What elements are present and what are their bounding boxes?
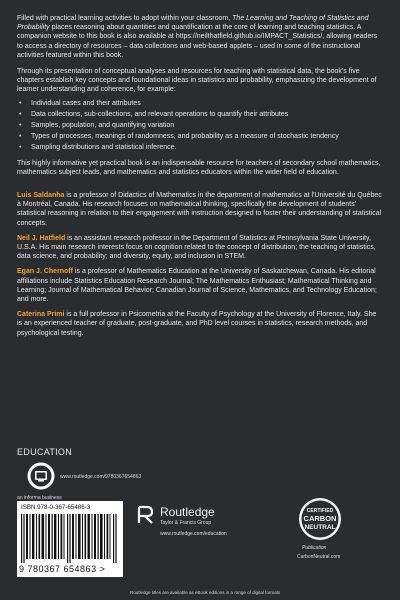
key-concepts-list bbox=[17, 99, 383, 153]
category-label: EDUCATION bbox=[17, 447, 73, 457]
neutral-label: NEUTRAL bbox=[304, 524, 336, 531]
description-text: Filled with practical learning activities to adopt within your classroom, bbox=[17, 15, 233, 22]
description-text: places reasoning about quantities and quantification at the core of learning and teaching statistics. A companion website to this book is also available at https://neilthatfield.github.io/IMPACT_Statistics/, allowing readers to access a directory of resources – data collections and web-based applets – used in some of the instructional activities featured within this book. bbox=[17, 24, 378, 59]
book-title-italic: The Learning and Teaching of Statistics and Probability bbox=[17, 15, 369, 32]
author-bio: Neil J. Hatfield is an assistant research professor in the Department of Statistics at Pennsylvania State University, U.S.A. His main research interests focus on cognition related to the concept of distribution; the teaching of statistics, data science, and probability; and diversity, equity, and inclusion in STEM. bbox=[17, 234, 376, 261]
support-material-icon bbox=[26, 461, 56, 491]
publisher-url[interactable]: www.routledge.com/education bbox=[160, 531, 227, 537]
author-name: Caterina Primi bbox=[17, 311, 65, 319]
carbon-neutral-url[interactable]: CarbonNeutral.com bbox=[297, 554, 341, 560]
barcode-number: 9 780367 654863 > bbox=[19, 564, 106, 574]
description-paragraph-2: Through its presentation of conceptual analyses and resources for teaching with statistical data, the book's five chapters establish key concepts and foundational ideas in statistics and probability, emphasizing the development of learner understanding and coherence, for example: bbox=[17, 68, 377, 94]
bullet: • bbox=[19, 110, 22, 118]
list-item: • Individual cases and their attributes bbox=[19, 99, 141, 107]
isbn-label: ISBN 978-0-367-65486-3 bbox=[21, 504, 91, 511]
author-name: Neil J. Hatfield bbox=[17, 234, 66, 242]
back-cover-text bbox=[17, 14, 383, 344]
list-item: • Types of processes, meanings of randomness, and probability as a measure of stochastic tendency bbox=[19, 133, 339, 141]
list-item: • Samples, population, and quantifying variation bbox=[19, 122, 175, 130]
support-material-url[interactable]: www.routledge.com/9780367654863 bbox=[60, 474, 142, 480]
description-paragraph-3: This highly informative yet practical book is an indispensable resource for teachers of secondary school mathematics, mathematics subject leads, and mathematics and statistics educators within the wider field of education. bbox=[17, 159, 381, 176]
list-item: • Data collections, sub-collections, and relevant operations to quantify their attributes bbox=[19, 110, 289, 118]
bullet: • bbox=[19, 99, 22, 107]
bullet: • bbox=[19, 122, 22, 130]
author-bio: Caterina Primi is a full professor in Psicometria at the Faculty of Psychology at the University of Florence, Italy. She is an experienced teacher of graduate, post-graduate, and PhD level courses in statistics, research methods, and psychological testing. bbox=[17, 311, 377, 337]
author-bio: Luis Saldanha is a professor of Didactics of Mathematics in the department of mathematics at l'Université du Québec à Montréal, Canada. His research focuses on mathematical thinking, specifically the development of students' statistical reasoning in relation to their engagement with instruction designed to foster their understanding of statistical concepts. bbox=[17, 192, 382, 227]
carbon-label: CARBON bbox=[303, 514, 337, 523]
list-item: • Sampling distributions and statistical inference. bbox=[19, 144, 177, 152]
author-name: Egan J. Chernoff bbox=[17, 268, 74, 276]
routledge-logo-icon bbox=[136, 505, 156, 525]
author-bio: Egan J. Chernoff is a professor of Mathematics Education at the University of Saskatchewan, Canada. His editorial affiliations include Statistics Education Research Journal; The Mathematics Enthusiast; Mathematical Thinking and Learning; Journal of Mathematical Behavior; Canadian Journal of Science, Mathematics, and Technology Education; and more. bbox=[17, 268, 377, 304]
description-paragraph-1 bbox=[17, 14, 383, 60]
carbon-publication-label: Publication bbox=[302, 545, 327, 551]
barcode-icon bbox=[21, 514, 119, 563]
isbn-barcode bbox=[17, 501, 123, 577]
bullet: • bbox=[19, 133, 22, 141]
publisher-group: Taylor & Francis Group bbox=[160, 520, 212, 526]
publisher-name: Routledge bbox=[160, 505, 215, 519]
informa-business-label: an informa business bbox=[17, 495, 62, 501]
carbon-certified-label: CERTIFIED bbox=[306, 508, 334, 514]
carbon-neutral-logo bbox=[298, 497, 342, 541]
author-name: Luis Saldanha bbox=[17, 192, 65, 200]
ebook-availability-note: Routledge titles are available as eBook editions in a range of digital formats bbox=[130, 590, 281, 595]
bullet: • bbox=[19, 144, 22, 152]
